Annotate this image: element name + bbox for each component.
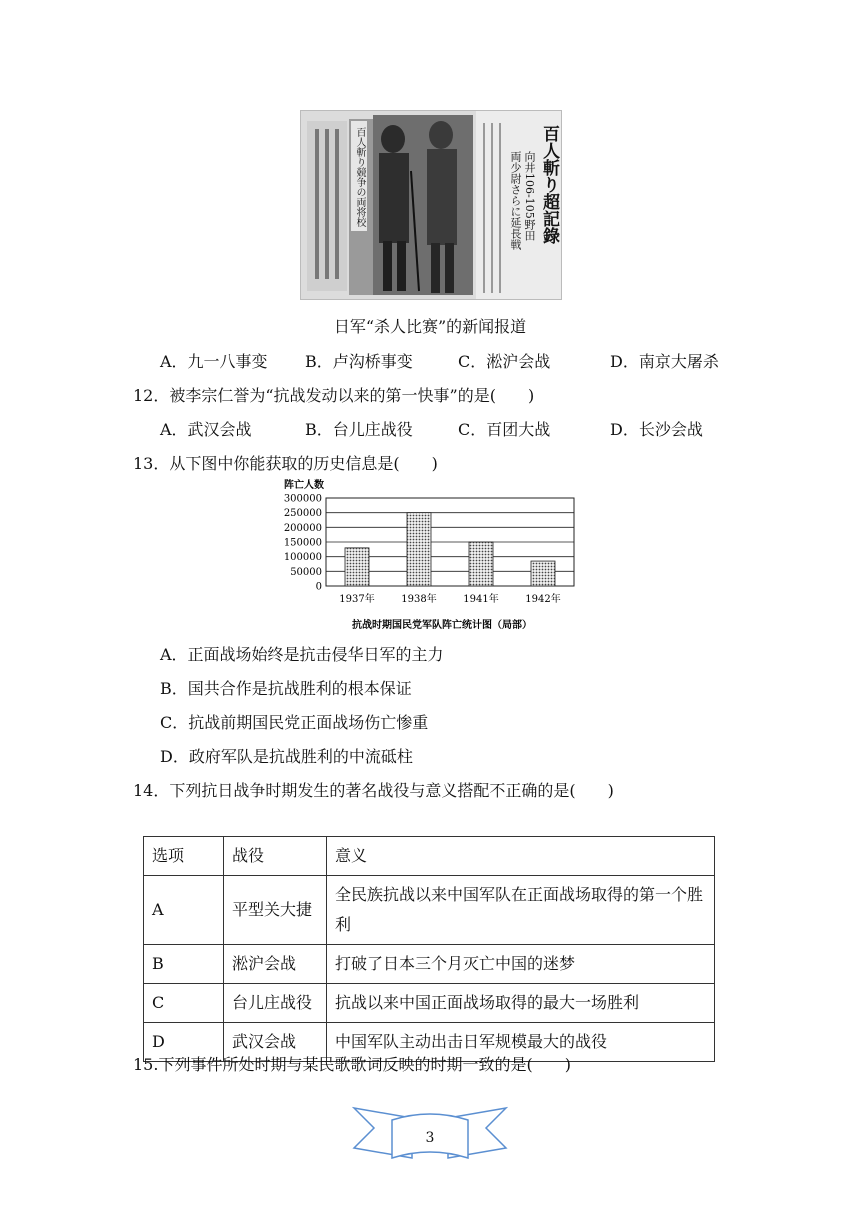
casualty-bar-chart [280, 478, 590, 636]
q13-stem: 13．从下图中你能获取的历史信息是( ) [133, 454, 438, 473]
table-header-cell: 意义 [327, 837, 715, 876]
table-row [144, 876, 715, 945]
q14-stem: 14．下列抗日战争时期发生的著名战役与意义搭配不正确的是( ) [133, 781, 614, 800]
photo-caption: 日军“杀人比赛”的新闻报道 [333, 317, 527, 336]
page-number: 3 [425, 1130, 435, 1146]
q11-option-d[interactable]: D．南京大屠杀 [610, 352, 719, 371]
chart-y-ticks [284, 494, 322, 593]
chart-x-ticks [339, 592, 560, 605]
chart-bar-1938年 [407, 513, 431, 586]
table-header-cell: 选项 [144, 837, 224, 876]
q13-option-c[interactable]: C．抗战前期国民党正面战场伤亡惨重 [160, 713, 429, 732]
photo-caption-left: 百人斬り競争の両将校 [354, 127, 365, 227]
table-header-cell: 战役 [224, 837, 327, 876]
table-row [144, 984, 715, 1023]
table-cell: 武汉会战 [224, 1023, 327, 1062]
q14-table [143, 836, 715, 1062]
chart-bar-1941年 [469, 542, 493, 586]
chart-title: 抗战时期国民党军队阵亡统计图（局部） [352, 620, 532, 631]
table-header-row [144, 837, 715, 876]
table-cell: 抗战以来中国正面战场取得的最大一场胜利 [327, 984, 715, 1023]
table-cell: 平型关大捷 [224, 876, 327, 945]
chart-y-tick-label: 50000 [290, 566, 322, 578]
chart-y-tick-label: 0 [315, 581, 322, 593]
photo-headline: 百人斬り超記錄 [539, 125, 559, 244]
q12-option-c[interactable]: C．百团大战 [458, 420, 551, 439]
q12-option-d[interactable]: D．长沙会战 [610, 420, 703, 439]
table-cell: 淞沪会战 [224, 945, 327, 984]
table-row [144, 945, 715, 984]
q11-option-c[interactable]: C．淞沪会战 [458, 352, 551, 371]
q13-option-b[interactable]: B．国共合作是抗战胜利的根本保证 [160, 679, 412, 698]
chart-x-tick-label: 1937年 [339, 594, 375, 605]
table-cell: D [144, 1023, 224, 1062]
chart-y-tick-label: 300000 [283, 493, 322, 505]
chart-x-tick-label: 1942年 [525, 594, 561, 605]
news-photo [300, 110, 562, 300]
q13-option-d[interactable]: D．政府军队是抗战胜利的中流砥柱 [160, 747, 413, 766]
chart-y-axis-label: 阵亡人数 [284, 480, 324, 491]
chart-y-tick-label: 150000 [283, 537, 322, 549]
chart-x-tick-label: 1938年 [401, 594, 437, 605]
table-cell: 台儿庄战役 [224, 984, 327, 1023]
q12-option-b[interactable]: B．台儿庄战役 [305, 420, 413, 439]
q15-stem: 15.下列事件所处时期与某民歌歌词反映的时期一致的是( ) [133, 1055, 571, 1074]
q12-option-a[interactable]: A．武汉会战 [160, 420, 252, 439]
q11-option-b[interactable]: B．卢沟桥事变 [305, 352, 413, 371]
chart-svg [280, 478, 590, 636]
table-cell: 打破了日本三个月灭亡中国的迷梦 [327, 945, 715, 984]
news-photo-graphic [301, 111, 561, 299]
table-cell: C [144, 984, 224, 1023]
q13-option-a[interactable]: A．正面战场始终是抗击侵华日军的主力 [160, 645, 444, 664]
chart-bars [345, 513, 555, 586]
chart-bar-1942年 [531, 561, 555, 586]
chart-x-tick-label: 1941年 [463, 594, 499, 605]
table-cell: A [144, 876, 224, 945]
photo-subheadline-2: 両少尉さらに延長戦 [509, 151, 522, 250]
chart-y-tick-label: 200000 [283, 522, 322, 534]
chart-y-tick-label: 250000 [283, 508, 322, 520]
chart-bar-1937年 [345, 548, 369, 586]
table-cell: B [144, 945, 224, 984]
q12-stem: 12．被李宗仁誉为“抗战发动以来的第一快事”的是( ) [133, 386, 535, 405]
chart-y-tick-label: 100000 [283, 552, 322, 564]
table-cell: 中国军队主动出击日军规模最大的战役 [327, 1023, 715, 1062]
q11-option-a[interactable]: A．九一八事变 [160, 352, 268, 371]
photo-subheadline: 向井106-105野田 [523, 151, 536, 241]
table-cell: 全民族抗战以来中国军队在正面战场取得的第一个胜利 [327, 876, 715, 945]
